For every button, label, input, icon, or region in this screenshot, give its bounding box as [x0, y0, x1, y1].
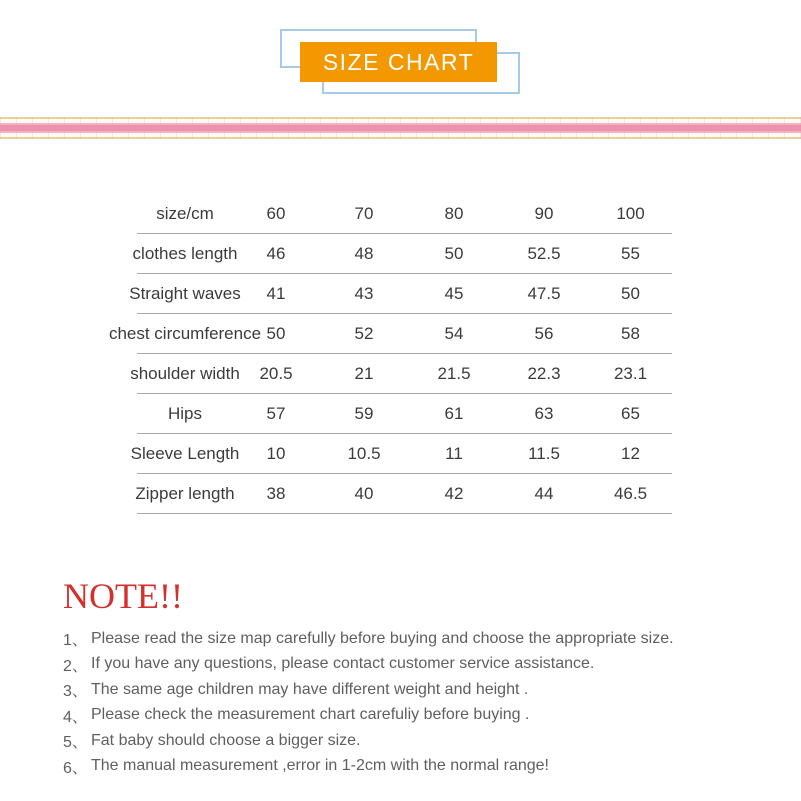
measurement-cell: 57	[266, 403, 286, 423]
measurement-cell: 65	[621, 403, 640, 423]
measurement-cell: 20.5	[259, 363, 293, 383]
row-label-cell: Hips	[167, 403, 202, 423]
measurement-cell: 52	[354, 323, 374, 343]
table-row	[130, 434, 672, 474]
note-list	[63, 626, 763, 779]
measurement-cell: 41	[266, 283, 286, 303]
measurement-cell: 50	[266, 323, 286, 343]
measurement-cell: 12	[621, 443, 640, 463]
size-chart-banner	[300, 42, 497, 82]
measurement-cell: 59	[354, 403, 374, 423]
measurement-cell: 46.5	[613, 483, 648, 503]
measurement-cell: 45	[444, 283, 464, 303]
size-cell: 70	[354, 203, 374, 223]
table-header-row	[137, 194, 672, 234]
note-title: NOTE!!	[63, 576, 183, 616]
note-item-marker: 2、	[63, 657, 88, 675]
measurement-cell: 11.5	[528, 443, 560, 463]
measurement-cell: 38	[266, 483, 286, 503]
note-item	[63, 728, 763, 754]
note-item-marker: 6、	[63, 759, 88, 777]
note-item	[63, 703, 763, 729]
note-item-marker: 4、	[63, 708, 88, 726]
table-row	[130, 354, 672, 394]
size-cell: 60	[266, 203, 286, 223]
measurement-cell: 10	[266, 443, 286, 463]
note-item	[63, 626, 763, 652]
measurement-cell: 44	[534, 483, 554, 503]
table-row	[129, 274, 672, 314]
note-item-marker: 1、	[63, 632, 88, 650]
note-item-text: If you have any questions, please contact customer service assistance.	[91, 655, 595, 673]
measurement-cell: 22.3	[527, 363, 561, 383]
measurement-cell: 50	[444, 243, 464, 263]
measurement-cell: 58	[621, 323, 640, 343]
note-item-text: Please read the size map carefully before buying and choose the appropriate size.	[91, 629, 674, 647]
row-label-cell: Zipper length	[135, 483, 235, 503]
measurement-cell: 40	[354, 483, 374, 503]
measurement-cell: 47.5	[527, 283, 561, 303]
measurement-cell: 55	[621, 243, 640, 263]
note-item-text: The manual measurement ,error in 1-2cm with the normal range!	[91, 757, 549, 775]
measurement-cell: 61	[444, 403, 464, 423]
table-row	[137, 394, 672, 434]
table-row	[108, 314, 672, 354]
size-table	[108, 194, 672, 514]
note-item	[63, 754, 763, 780]
row-label-cell: Straight waves	[129, 283, 241, 303]
ribbon-line-bottom	[0, 137, 801, 139]
note-item-text: Fat baby should choose a bigger size.	[91, 731, 361, 749]
note-item-marker: 3、	[63, 683, 88, 701]
measurement-cell: 50	[621, 283, 640, 303]
measurement-cell: 21.5	[437, 363, 471, 383]
row-label-cell: clothes length	[132, 243, 238, 263]
measurement-cell: 10.5	[347, 443, 381, 463]
notes-section	[63, 578, 763, 779]
size-cell: 90	[534, 203, 554, 223]
measurement-cell: 21	[354, 363, 374, 383]
note-item	[63, 652, 763, 678]
measurement-cell: 42	[444, 483, 464, 503]
note-item	[63, 677, 763, 703]
row-label-cell: shoulder width	[130, 363, 240, 383]
table-row	[137, 474, 672, 514]
measurement-cell: 11	[445, 443, 463, 463]
size-cell: 80	[444, 203, 464, 223]
measurement-cell: 48	[354, 243, 374, 263]
row-label-cell: chest circumference	[108, 323, 262, 343]
decorative-ribbon	[0, 117, 801, 139]
size-cell: 100	[616, 203, 645, 223]
note-item-text: Please check the measurement chart carefuliy before buying .	[91, 706, 530, 724]
measurement-cell: 56	[534, 323, 554, 343]
measurement-cell: 46	[266, 243, 286, 263]
header-label-cell: size/cm	[156, 203, 214, 223]
measurement-cell: 52.5	[527, 243, 561, 263]
measurement-cell: 54	[444, 323, 464, 343]
note-item-text: The same age children may have different weight and height .	[91, 680, 529, 698]
table-row	[132, 234, 672, 274]
measurement-cell: 43	[354, 283, 374, 303]
measurement-cell: 63	[534, 403, 554, 423]
row-label-cell: Sleeve Length	[130, 443, 240, 463]
measurement-cell: 23.1	[613, 363, 648, 383]
note-item-marker: 5、	[63, 734, 88, 752]
banner-title: SIZE CHART	[322, 48, 475, 75]
